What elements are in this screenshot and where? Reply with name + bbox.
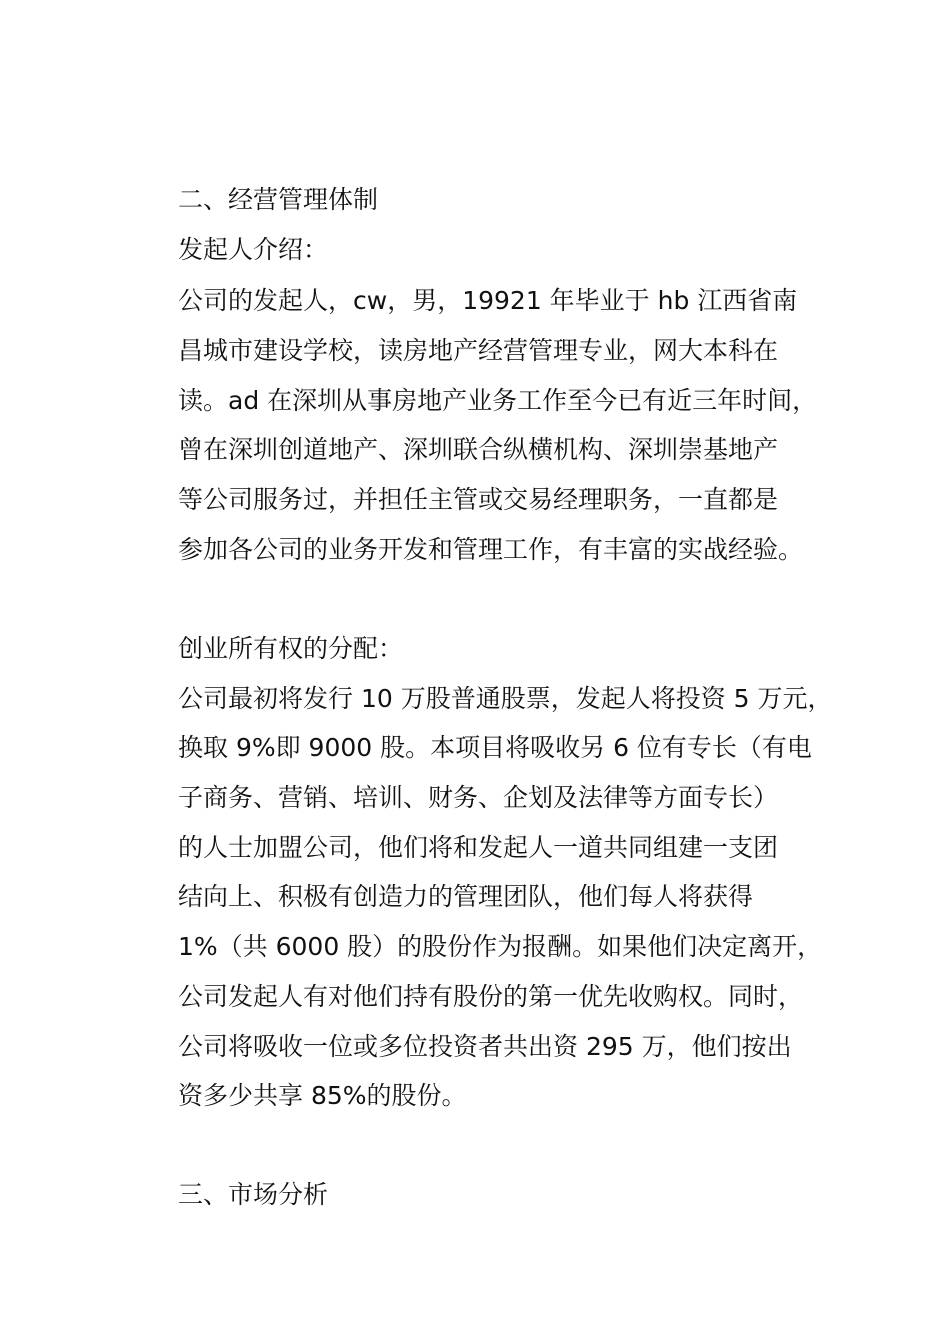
founder-paragraph-line: 等公司服务过，并担任主管或交易经理职务，一直都是 — [178, 485, 779, 514]
founder-paragraph-line: 参加各公司的业务开发和管理工作，有丰富的实战经验。 — [178, 535, 804, 564]
ownership-paragraph-line: 资多少共享 85%的股份。 — [178, 1081, 467, 1110]
ownership-paragraph-line: 1%（共 6000 股）的股份作为报酬。如果他们决定离开， — [178, 932, 823, 961]
founder-paragraph-line: 公司的发起人，cw，男，19921 年毕业于 hb 江西省南 — [178, 286, 798, 315]
ownership-paragraph-line: 换取 9%即 9000 股。本项目将吸收另 6 位有专长（有电 — [178, 733, 812, 762]
ownership-paragraph-line: 子商务、营销、培训、财务、企划及法律等方面专长） — [178, 783, 779, 812]
founder-heading: 发起人介绍： — [178, 235, 329, 264]
ownership-paragraph-line: 结向上、积极有创造力的管理团队，他们每人将获得 — [178, 882, 754, 911]
section-heading-market-analysis: 三、市场分析 — [178, 1180, 329, 1209]
founder-paragraph-line: 昌城市建设学校，读房地产经营管理专业，网大本科在 — [178, 336, 779, 365]
founder-paragraph-line: 曾在深圳创道地产、深圳联合纵横机构、深圳崇基地产 — [178, 435, 779, 464]
ownership-heading: 创业所有权的分配： — [178, 634, 404, 663]
ownership-paragraph-line: 公司将吸收一位或多位投资者共出资 295 万，他们按出 — [178, 1032, 792, 1061]
ownership-paragraph-line: 的人士加盟公司，他们将和发起人一道共同组建一支团 — [178, 833, 779, 862]
section-heading-management: 二、经营管理体制 — [178, 185, 379, 214]
founder-paragraph-line: 读。ad 在深圳从事房地产业务工作至今已有近三年时间， — [178, 386, 818, 415]
ownership-paragraph-line: 公司最初将发行 10 万股普通股票，发起人将投资 5 万元， — [178, 684, 833, 713]
ownership-paragraph-line: 公司发起人有对他们持有股份的第一优先收购权。同时， — [178, 982, 804, 1011]
